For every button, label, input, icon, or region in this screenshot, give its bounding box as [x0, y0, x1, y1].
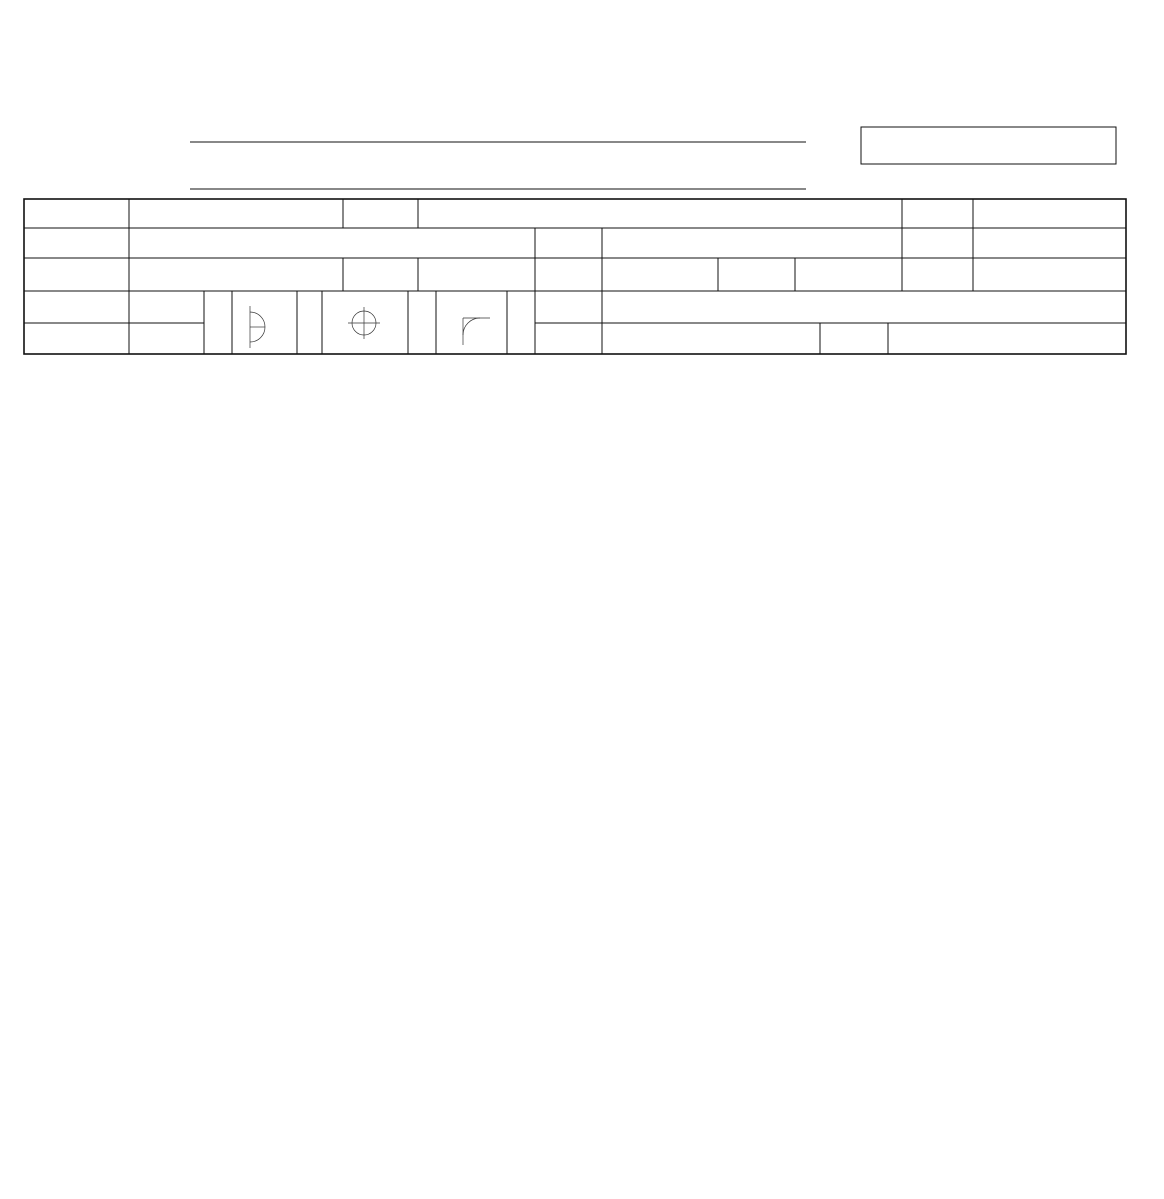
direction-compass — [348, 307, 380, 339]
info-grid — [24, 199, 1126, 354]
boring-no-box — [861, 127, 1116, 164]
slope-dial — [463, 318, 490, 345]
angle-dial — [250, 306, 265, 348]
